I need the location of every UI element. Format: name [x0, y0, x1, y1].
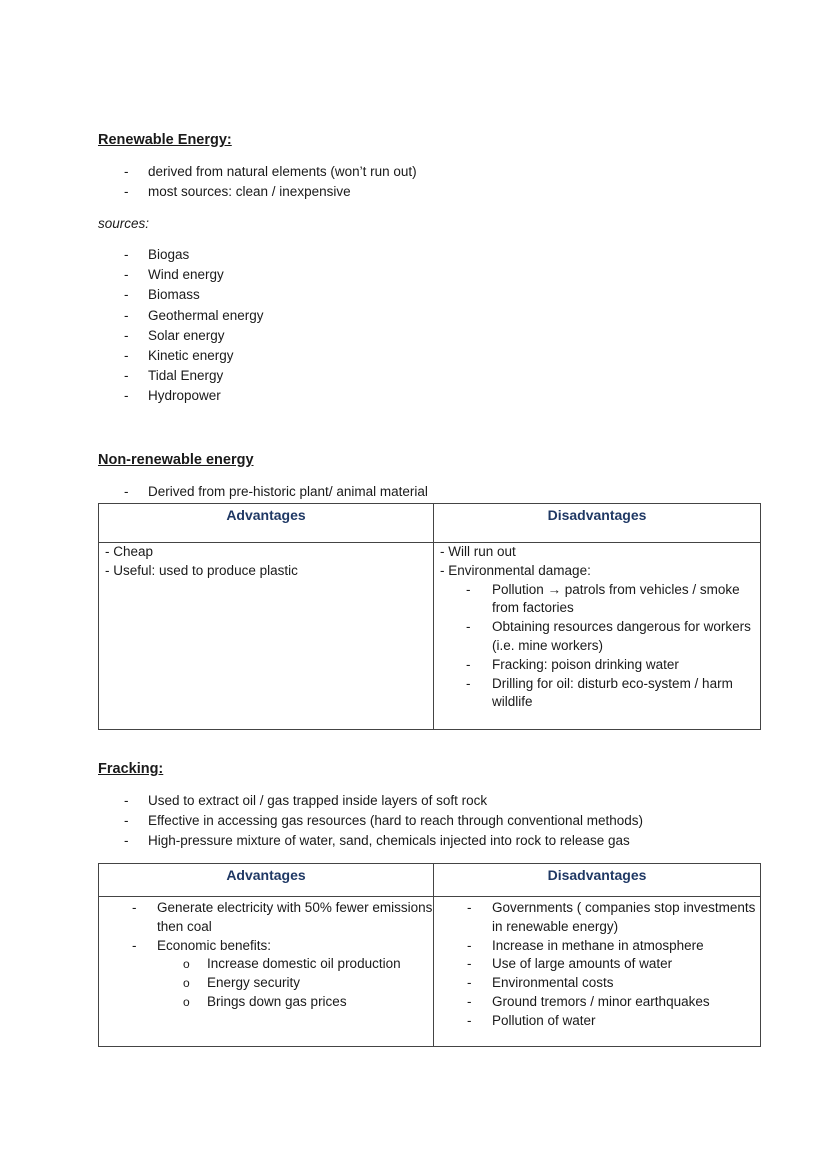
damage-list: [434, 581, 760, 713]
list-item: - Governments ( companies stop investments in renewable energy): [434, 899, 760, 937]
list-item: o Energy security: [99, 974, 433, 993]
sources-label: sources:: [98, 216, 150, 231]
list-item: - most sources: clean / inexpensive: [120, 182, 417, 202]
list-item: - Fracking: poison drinking water: [434, 656, 760, 675]
nonrenewable-heading: Non-renewable energy: [98, 452, 254, 468]
list-item: o Brings down gas prices: [99, 993, 433, 1012]
fracking-points: [120, 791, 643, 852]
list-item: - Economic benefits:: [99, 937, 433, 956]
table-line: - Environmental damage:: [440, 562, 591, 578]
list-item: - Solar energy: [120, 326, 264, 346]
fracking-table: [98, 863, 761, 1047]
list-item: - Environmental costs: [434, 974, 760, 993]
disadvantages-header: Disadvantages: [434, 504, 761, 543]
list-item: - Pollution → patrols from vehicles / smoke from factories: [434, 581, 760, 619]
list-item: - Ground tremors / minor earthquakes: [434, 993, 760, 1012]
renewable-heading: Renewable Energy:: [98, 132, 232, 148]
economic-benefits-list: [99, 955, 433, 1011]
nonrenewable-table: [98, 503, 761, 730]
fracking-disadvantages: [434, 899, 760, 1031]
disadvantages-cell: [434, 897, 761, 1047]
list-item: - High-pressure mixture of water, sand, chemicals injected into rock to release gas: [120, 831, 643, 851]
list-item: - Pollution of water: [434, 1012, 760, 1031]
fracking-advantages: [99, 899, 433, 955]
list-item: - Geothermal energy: [120, 306, 264, 326]
list-item: - Biogas: [120, 245, 264, 265]
disadvantages-cell: [434, 543, 761, 730]
list-item: - Used to extract oil / gas trapped inside layers of soft rock: [120, 791, 643, 811]
list-item: - Biomass: [120, 285, 264, 305]
fracking-heading: Fracking:: [98, 761, 164, 777]
advantages-header: Advantages: [99, 504, 434, 543]
advantages-header: Advantages: [99, 864, 434, 897]
list-item: - Effective in accessing gas resources (hard to reach through conventional methods): [120, 811, 643, 831]
advantages-cell: [99, 543, 434, 730]
table-line: - Useful: used to produce plastic: [105, 562, 298, 578]
list-item: - Kinetic energy: [120, 346, 264, 366]
list-item: - Wind energy: [120, 265, 264, 285]
list-item: - derived from natural elements (won’t run out): [120, 162, 417, 182]
list-item: - Obtaining resources dangerous for workers (i.e. mine workers): [434, 618, 760, 656]
table-line: - Will run out: [440, 544, 516, 559]
list-item: o Increase domestic oil production: [99, 955, 433, 974]
list-item: - Derived from pre-historic plant/ animal material: [120, 482, 428, 502]
advantages-cell: [99, 897, 434, 1047]
nonrenewable-points: [120, 482, 428, 502]
list-item: - Use of large amounts of water: [434, 955, 760, 974]
table-line: - Cheap: [105, 544, 154, 559]
list-item: - Tidal Energy: [120, 366, 264, 386]
list-item: - Hydropower: [120, 386, 264, 406]
list-item: - Drilling for oil: disturb eco-system / harm wildlife: [434, 675, 760, 713]
disadvantages-header: Disadvantages: [434, 864, 761, 897]
renewable-points: [120, 162, 417, 202]
list-item: - Generate electricity with 50% fewer emissions then coal: [99, 899, 433, 937]
sources-list: [120, 245, 264, 407]
list-item: - Increase in methane in atmosphere: [434, 937, 760, 956]
